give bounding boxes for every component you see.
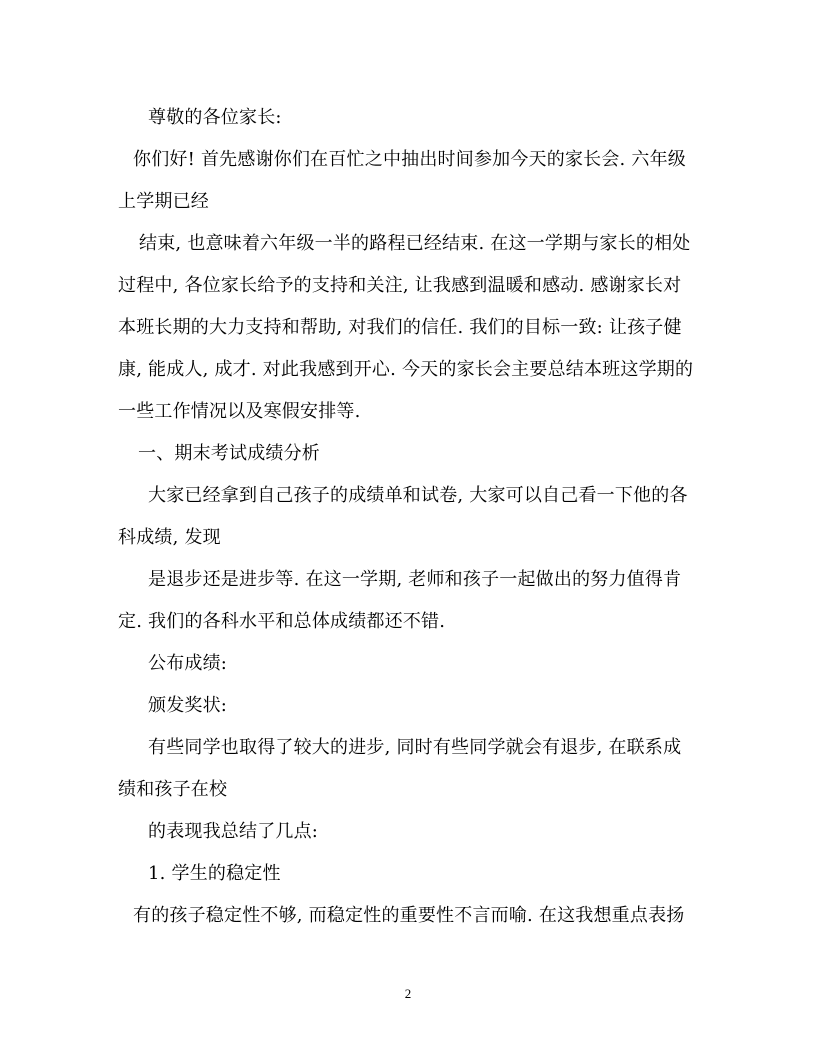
paragraph-line: 结束, 也意味着六年级一半的路程已经结束. 在这一学期与家长的相处 [139, 233, 691, 254]
paragraph-line: 康, 能成人, 成才. 对此我感到开心. 今天的家长会主要总结本班这学期的 [118, 359, 694, 380]
paragraph-line: 你们好! 首先感谢你们在百忙之中抽出时间参加今天的家长会. 六年级 [133, 149, 686, 170]
paragraph-line: 公布成绩: [148, 653, 228, 674]
paragraph-line: 上学期已经 [118, 191, 209, 212]
paragraph-line: 大家已经拿到自己孩子的成绩单和试卷, 大家可以自己看一下他的各 [148, 485, 688, 506]
paragraph-line: 过程中, 各位家长给予的支持和关注, 让我感到温暖和感动. 感谢家长对 [118, 275, 682, 296]
paragraph-line: 科成绩, 发现 [118, 527, 221, 548]
paragraph-line: 本班长期的大力支持和帮助, 对我们的信任. 我们的目标一致: 让孩子健 [118, 317, 682, 338]
paragraph-line: 的表现我总结了几点: [148, 821, 319, 842]
subsection-heading: 1. 学生的稳定性 [148, 863, 281, 884]
paragraph-line: 是退步还是进步等. 在这一学期, 老师和孩子一起做出的努力值得肯 [148, 569, 682, 590]
paragraph-line: 颁发奖状: [148, 695, 228, 716]
salutation: 尊敬的各位家长: [148, 107, 282, 128]
page-number: 2 [404, 986, 412, 1001]
section-heading: 一、期末考试成绩分析 [138, 443, 320, 464]
paragraph-line: 有些同学也取得了较大的进步, 同时有些同学就会有退步, 在联系成 [148, 737, 682, 758]
paragraph-line: 定. 我们的各科水平和总体成绩都还不错. [118, 611, 446, 632]
paragraph-line: 一些工作情况以及寒假安排等. [118, 401, 361, 422]
paragraph-line: 有的孩子稳定性不够, 而稳定性的重要性不言而喻. 在这我想重点表扬 [133, 905, 685, 926]
paragraph-line: 绩和孩子在校 [118, 779, 228, 800]
